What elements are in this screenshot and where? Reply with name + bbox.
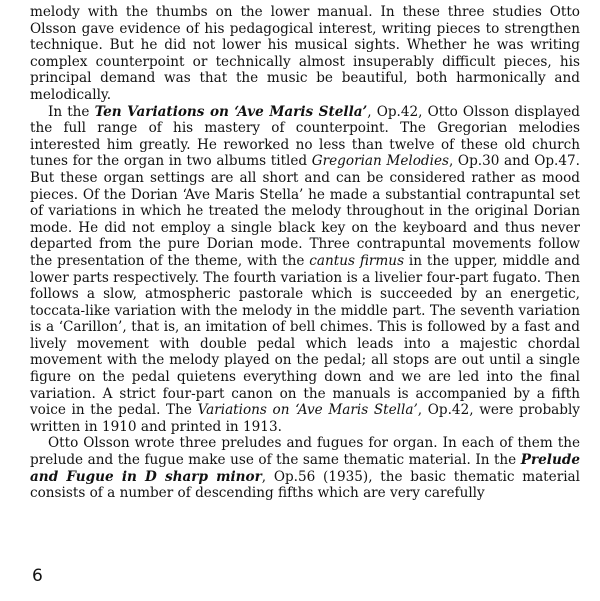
work-title-ten-variations: Ten Variations on ‘Ave Maris Stella’	[94, 103, 368, 120]
paragraph-1: melody with the thumbs on the lower manual. In these three studies Otto Olsson gave evidence of his pedagogical interest, writing pieces to strengthen technique. But he did not lower his musical sights. Whether he was writing complex counterpoint or technically almost insuperably difficult pieces, his principal demand was that the music be beautiful, both harmonically and melodically.	[30, 4, 580, 103]
body-text	[30, 4, 580, 502]
p2-text-1: In the	[48, 103, 95, 120]
paragraph-2	[30, 104, 580, 436]
p2-text-4: in the upper, middle and lower parts respectively. The fourth variation is a livelier four-part fugato. Then follows a slow, atmospheric pastorale which is succeeded by an energetic, toccata-like variation with the melody in the middle part. The seventh variation is a ‘Carillon’, that is, an imitation of bell chimes. This is followed by a fast and lively movement with double pedal which leads into a majestic chordal movement with the melody played on the pedal; all stops are out until a single figure on the pedal quietens everything down and we are led into the final variation. A strict four-part canon on the manuals is accompanied by a fifth voice in the pedal. The	[30, 252, 580, 419]
p2-text-3: , Op.30 and Op.47. But these organ settings are all short and can be considered rather as mood pieces. Of the Dorian ‘Ave Maris Stella’ he made a substantial contrapuntal set of variations in which he treated the melody throughout in the original Dorian mode. He did not employ a single black key on the keyboard and thus never departed from the pure Dorian mode. Three contrapuntal movements follow the presentation of the theme, with the	[30, 153, 580, 269]
p2-text-5: , Op.42, were probably written in 1910 and printed in 1913.	[30, 402, 580, 435]
work-title-prelude-fugue: Prelude and Fugue in D sharp minor	[30, 452, 580, 485]
work-title-gregorian-melodies: Gregorian Melodies	[311, 153, 449, 170]
paragraph-3	[30, 435, 580, 501]
page-number: 6	[32, 566, 43, 586]
p2-text-2: , Op.42, Otto Olsson displayed the full range of his mastery of counterpoint. The Gregorian melodies interested him greatly. He reworked no less than twelve of these old church tunes for the organ in two albums titled	[30, 103, 581, 170]
p3-text-2: , Op.56 (1935), the basic thematic material consists of a number of descending fifths which are very carefully	[30, 468, 580, 502]
work-title-variations: Variations on ‘Ave Maris Stella’	[197, 402, 418, 419]
p3-text-1: Otto Olsson wrote three preludes and fugues for organ. In each of them the prelude and the fugue make use of the same thematic material. In the	[30, 435, 580, 469]
term-cantus-firmus: cantus firmus	[309, 252, 405, 269]
